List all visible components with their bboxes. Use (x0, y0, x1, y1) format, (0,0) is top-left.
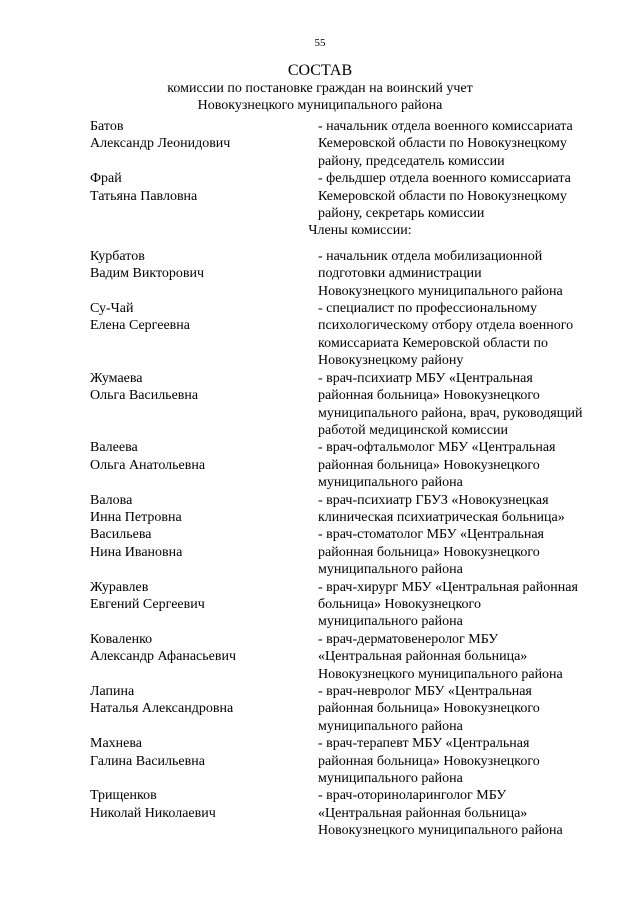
person-name (90, 735, 318, 787)
person-role (318, 579, 610, 631)
person-name (90, 248, 318, 300)
role-line: - врач-невролог МБУ «Центральная (318, 684, 532, 699)
roster-entry (90, 526, 610, 578)
role-line: Новокузнецкого муниципального района (318, 283, 563, 299)
person-surname: Трищенков (90, 788, 157, 804)
role-line: муниципального района (318, 614, 463, 630)
roster-entry (90, 370, 610, 440)
person-role (318, 631, 610, 683)
role-line: районная больница» Новокузнецкого (318, 457, 540, 473)
person-given-names: Нина Ивановна (90, 544, 183, 560)
roster-entry (90, 118, 610, 170)
person-role (318, 439, 610, 491)
role-line: «Центральная районная больница» (318, 649, 528, 665)
role-line: - врач-хирург МБУ «Центральная районная (318, 579, 578, 595)
roster-entry (90, 631, 610, 683)
document-title: СОСТАВ (287, 62, 353, 79)
role-line: муниципального района (318, 771, 463, 787)
person-surname: Фрай (90, 171, 122, 187)
document-subtitle-line-1: комиссии по постановке граждан на воинский учет (167, 81, 473, 96)
members-heading-text: Члены комиссии: (308, 223, 412, 239)
role-line: муниципального района (318, 475, 463, 491)
role-line: району, секретарь комиссии (318, 206, 485, 222)
role-line: Кемеровской области по Новокузнецкому (318, 188, 567, 204)
person-given-names: Николай Николаевич (90, 805, 216, 821)
page-number: 55 (314, 37, 326, 49)
person-name (90, 787, 318, 839)
role-line: «Центральная районная больница» (318, 805, 528, 821)
person-given-names: Ольга Васильевна (90, 388, 199, 404)
role-line: - начальник отдела мобилизационной (318, 248, 543, 264)
role-line: Кемеровской области по Новокузнецкому (318, 136, 567, 152)
person-given-names: Елена Сергеевна (90, 318, 190, 334)
person-name (90, 631, 318, 683)
person-surname: Батов (90, 119, 124, 134)
person-name (90, 526, 318, 578)
roster-entry (90, 170, 610, 222)
role-line: - врач-дерматовенеролог МБУ (318, 631, 499, 647)
person-role (318, 300, 610, 370)
person-surname: Журавлев (90, 579, 149, 595)
document-subtitle-line-2: Новокузнецкого муниципального района (197, 98, 443, 113)
role-line: району, председатель комиссии (318, 153, 505, 169)
role-line: муниципального района, врач, руководящий (318, 405, 583, 421)
person-name (90, 300, 318, 370)
person-surname: Курбатов (90, 248, 145, 264)
person-role (318, 526, 610, 578)
person-surname: Коваленко (90, 631, 153, 647)
role-line: Новокузнецкого муниципального района (318, 823, 563, 839)
role-line: Новокузнецкого муниципального района (318, 666, 563, 682)
role-line: - врач-психиатр ГБУЗ «Новокузнецкая (318, 492, 549, 508)
role-line: работой медицинской комиссии (318, 422, 508, 438)
person-name (90, 579, 318, 631)
person-given-names: Галина Васильевна (90, 753, 205, 769)
roster-entry (90, 439, 610, 491)
person-given-names: Александр Афанасьевич (90, 649, 237, 665)
roster-entry (90, 492, 610, 527)
person-given-names: Татьяна Павловна (90, 188, 198, 204)
role-line: подготовки администрации (318, 266, 482, 282)
role-line: - врач-психиатр МБУ «Центральная (318, 370, 533, 386)
roster-entry (90, 300, 610, 370)
person-surname: Жумаева (90, 370, 143, 386)
role-line: Новокузнецкому району (318, 353, 464, 369)
role-line: - врач-офтальмолог МБУ «Центральная (318, 440, 556, 456)
person-surname: Махнева (90, 736, 143, 752)
person-role (318, 735, 610, 787)
person-name (90, 439, 318, 491)
person-given-names: Вадим Викторович (90, 266, 205, 282)
roster-entry (90, 735, 610, 787)
role-line: районная больница» Новокузнецкого (318, 753, 540, 769)
person-surname: Валова (90, 492, 133, 508)
role-line: - врач-оториноларинголог МБУ (318, 788, 507, 804)
person-name (90, 683, 318, 735)
role-line: - врач-терапевт МБУ «Центральная (318, 736, 530, 752)
role-line: клиническая психиатрическая больница» (318, 509, 565, 525)
person-surname: Су-Чай (90, 301, 134, 317)
person-name (90, 118, 318, 170)
person-given-names: Александр Леонидович (90, 136, 231, 152)
role-line: районная больница» Новокузнецкого (318, 388, 540, 404)
role-line: - специалист по профессиональному (318, 301, 538, 317)
leadership-list (90, 118, 610, 222)
role-line: - фельдшер отдела военного комиссариата (318, 171, 571, 187)
person-role (318, 370, 610, 440)
person-name (90, 170, 318, 222)
person-given-names: Ольга Анатольевна (90, 457, 206, 473)
members-heading (90, 222, 610, 239)
person-role (318, 683, 610, 735)
role-line: - врач-стоматолог МБУ «Центральная (318, 527, 544, 543)
person-name (90, 370, 318, 440)
person-given-names: Евгений Сергеевич (90, 596, 205, 612)
role-line: комиссариата Кемеровской области по (318, 335, 549, 351)
person-given-names: Инна Петровна (90, 509, 182, 525)
roster-entry (90, 579, 610, 631)
person-role (318, 170, 610, 222)
person-role (318, 492, 610, 527)
roster-entry (90, 248, 610, 300)
role-line: районная больница» Новокузнецкого (318, 701, 540, 717)
role-line: психологическому отбору отдела военного (318, 318, 574, 334)
person-role (318, 118, 610, 170)
person-surname: Васильева (90, 527, 152, 543)
commission-roster (90, 118, 610, 840)
role-line: больница» Новокузнецкого (318, 596, 481, 612)
person-surname: Лапина (90, 684, 135, 699)
role-line: - начальник отдела военного комиссариата (318, 119, 573, 134)
role-line: районная больница» Новокузнецкого (318, 544, 540, 560)
roster-entry (90, 787, 610, 839)
person-name (90, 492, 318, 527)
person-role (318, 248, 610, 300)
person-surname: Валеева (90, 440, 138, 456)
role-line: муниципального района (318, 562, 463, 578)
person-given-names: Наталья Александровна (90, 701, 234, 717)
members-list (90, 248, 610, 840)
person-role (318, 787, 610, 839)
roster-entry (90, 683, 610, 735)
role-line: муниципального района (318, 718, 463, 734)
